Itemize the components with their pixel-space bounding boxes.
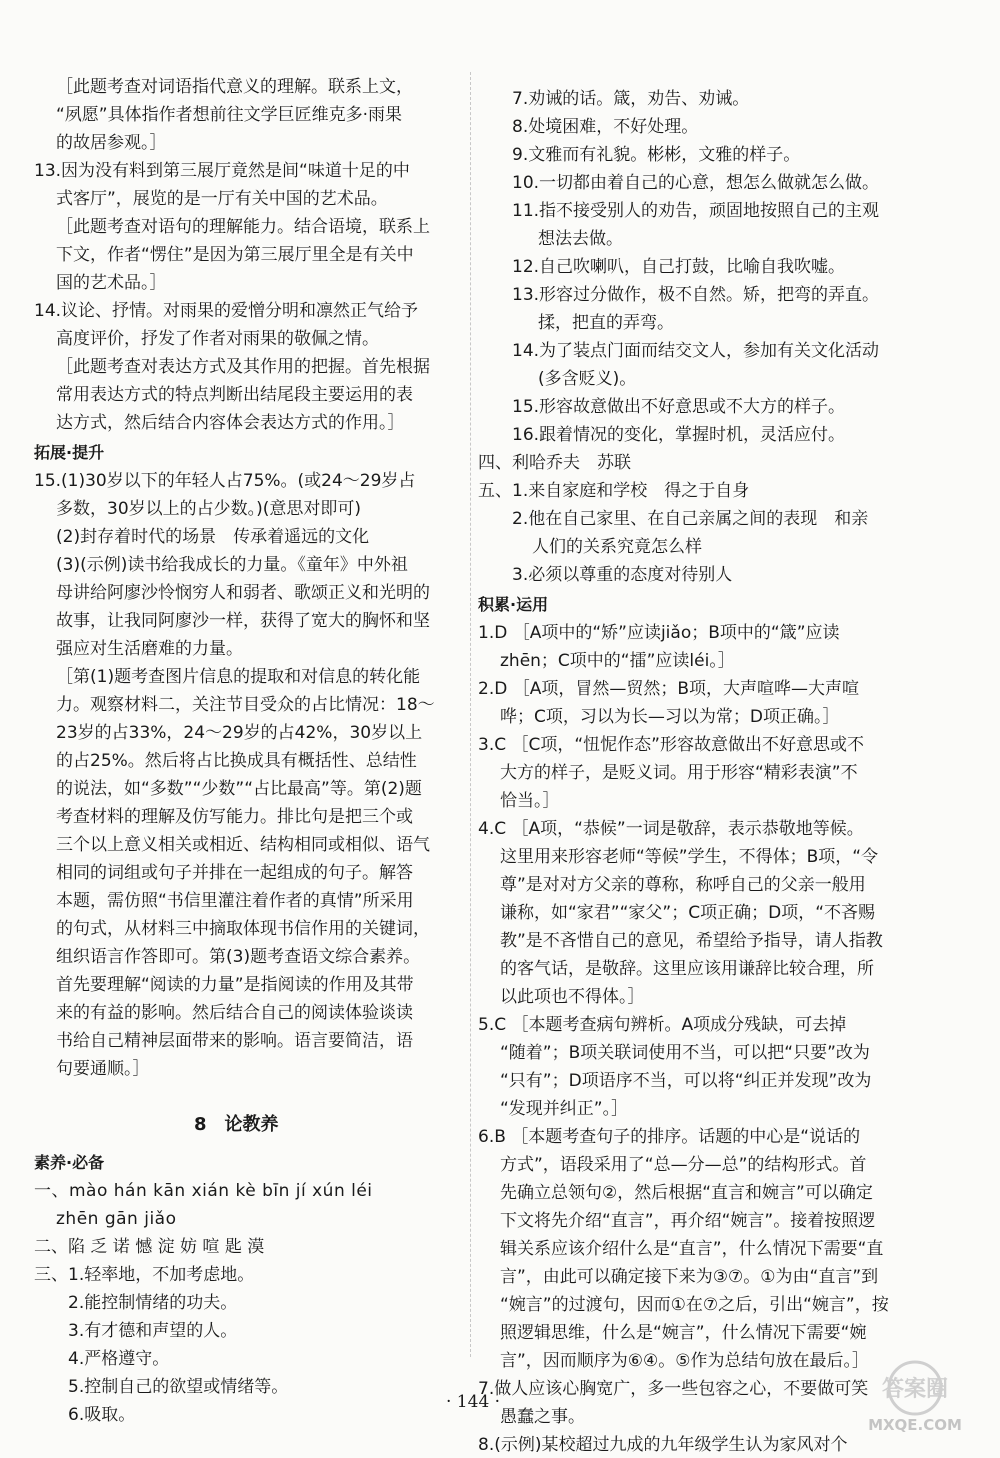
watermark-url: MXQE.COM	[868, 1416, 962, 1434]
left-text-line: 式客厅”，展览的是一厅有关中国的艺术品。	[56, 189, 388, 209]
left-text-line: 书给自己精神层面带来的影响。语言要简洁，语	[56, 1031, 413, 1051]
right-text-line: 想法去做。	[538, 229, 623, 249]
right-text-line: 4.C ［A项，“恭候”一词是敬辞，表示恭敬地等候。	[478, 819, 864, 839]
right-text-line: 照逻辑思维，什么是“婉言”，什么情况下需要“婉	[500, 1323, 867, 1343]
left-text-line: (2)封存着时代的场景 传承着遥远的文化	[56, 527, 370, 547]
right-text-line: 人们的关系究竟怎么样	[532, 537, 702, 557]
right-text-line: 以此项也不得体。］	[500, 987, 645, 1007]
right-text-line: 这里用来形容老师“等候”学生，不得体；B项，“令	[500, 847, 879, 867]
right-text-line: 先确立总领句②，然后根据“直言和婉言”可以确定	[500, 1183, 873, 1203]
left-text-line: 13.因为没有料到第三展厅竟然是间“味道十足的中	[34, 161, 410, 181]
left-text-line: “夙愿”具体指作者想前往文学巨匠维克多·雨果	[56, 105, 403, 125]
left-text-line: 拓展·提升	[34, 443, 105, 462]
left-text-line: 达方式，然后结合内容体会表达方式的作用。］	[56, 413, 405, 433]
right-text-line: 1.D ［A项中的“矫”应读jiǎo；B项中的“箴”应读	[478, 623, 840, 643]
right-text-line: 15.形容故意做出不好意思或不大方的样子。	[512, 397, 846, 417]
right-text-line: “随着”；B项关联词使用不当，可以把“只要”改为	[500, 1043, 870, 1063]
right-text-line: 14.为了装点门面而结交文人，参加有关文化活动	[512, 341, 880, 361]
left-text-line: 组织语言作答即可。第(3)题考查语文综合素养。	[56, 947, 421, 967]
left-text-line: 4.严格遵守。	[68, 1349, 170, 1369]
left-text-line: 8 论教养	[194, 1114, 279, 1135]
left-text-line: 强应对生活磨难的力量。	[56, 639, 243, 659]
right-text-line: 8.(示例)某校超过九成的九年级学生认为家风对个	[478, 1435, 848, 1455]
right-text-line: 16.跟着情况的变化，掌握时机，灵活应付。	[512, 425, 846, 445]
left-text-line: 素养·必备	[34, 1153, 105, 1172]
left-text-line: 力。观察材料二，关注节目受众的占比情况：18～	[56, 695, 435, 715]
watermark-text: 答案圈	[881, 1377, 949, 1402]
right-text-line: 大方的样子，是贬义词。用于形容“精彩表演”不	[500, 763, 858, 783]
right-text-line: “婉言”的过渡句，因而①在⑦之后，引出“婉言”，按	[500, 1295, 889, 1315]
right-text-line: 8.处境困难，不好处理。	[512, 117, 699, 137]
left-text-line: 常用表达方式的特点判断出结尾段主要运用的表	[56, 385, 413, 405]
left-text-line: ［此题考查对词语指代意义的理解。联系上文，	[56, 77, 413, 97]
right-text-line: 13.形容过分做作，极不自然。矫，把弯的弄直。	[512, 285, 880, 305]
left-text-line: 的占25%。然后将占比换成具有概括性、总结性	[56, 751, 417, 771]
right-text-line: “发现并纠正”。］	[500, 1099, 629, 1119]
left-text-line: 的说法，如“多数”“少数”“占比最高”等。第(2)题	[56, 779, 422, 799]
left-text-line: 高度评价，抒发了作者对雨果的敬佩之情。	[56, 329, 379, 349]
right-text-line: 9.文雅而有礼貌。彬彬，文雅的样子。	[512, 145, 801, 165]
right-text-line: 四、利哈乔夫 苏联	[478, 453, 631, 473]
right-text-line: 3.必须以尊重的态度对待别人	[512, 565, 733, 585]
left-text-line: 首先要理解“阅读的力量”是指阅读的作用及其带	[56, 975, 414, 995]
right-text-line: 10.一切都由着自己的心意，想怎么做就怎么做。	[512, 173, 880, 193]
right-text-line: 愚蠢之事。	[500, 1407, 585, 1427]
left-text-line: 多数，30岁以上的占少数。)(意思对即可)	[56, 499, 362, 519]
right-text-line: 方式”，语段采用了“总—分—总”的结构形式。首	[500, 1155, 867, 1175]
right-text-line: 的客气话，是敬辞。这里应该用谦辞比较合理，所	[500, 959, 874, 979]
right-text-line: 11.指不接受别人的劝告，顽固地按照自己的主观	[512, 201, 880, 221]
left-text-line: 二、陷 乏 诺 憾 淀 妨 喧 匙 漠	[34, 1237, 265, 1257]
left-text-line: 相同的词组或句子并排在一起组成的句子。解答	[56, 863, 413, 883]
right-text-line: 3.C ［C项，“忸怩作态”形容故意做出不好意思或不	[478, 735, 864, 755]
left-text-line: 14.议论、抒情。对雨果的爱憎分明和凛然正气给予	[34, 301, 419, 321]
left-text-line: 本题，需仿照“书信里灌注着作者的真情”所采用	[56, 891, 414, 911]
left-text-line: 5.控制自己的欲望或情绪等。	[68, 1377, 289, 1397]
left-text-line: 三个以上意义相关或相近、结构相同或相似、语气	[56, 835, 430, 855]
left-text-line: 句要通顺。］	[56, 1059, 150, 1079]
right-text-line: (多含贬义)。	[538, 369, 637, 389]
right-text-line: 恰当。］	[500, 791, 560, 811]
left-text-line: 来的有益的影响。然后结合自己的阅读体验谈读	[56, 1003, 413, 1023]
right-text-line: 哗；C项，习以为长—习以为常；D项正确。］	[500, 707, 840, 727]
watermark-logo	[855, 1358, 975, 1436]
left-text-line: 的故居参观。］	[56, 133, 167, 153]
left-text-line: 6.吸取。	[68, 1405, 136, 1425]
right-text-line: 7.劝诫的话。箴，劝告、劝诫。	[512, 89, 750, 109]
right-text-line: 7.做人应该心胸宽广，多一些包容之心，不要做可笑	[478, 1379, 869, 1399]
right-text-line: 揉，把直的弄弯。	[538, 313, 674, 333]
left-text-line: 三、1.轻率地，不加考虑地。	[34, 1265, 255, 1285]
left-text-line: 15.(1)30岁以下的年轻人占75%。(或24～29岁占	[34, 471, 416, 491]
page-number: · 144 ·	[446, 1392, 501, 1412]
left-text-line: (3)(示例)读书给我成长的力量。《童年》中外祖	[56, 555, 408, 575]
left-text-line: 的句式，从材料三中摘取体现书信作用的关键词，	[56, 919, 430, 939]
right-text-line: 言”，因而顺序为⑥④。⑤作为总结句放在最后。］	[500, 1351, 870, 1371]
left-text-line: ［第(1)题考查图片信息的提取和对信息的转化能	[56, 667, 421, 687]
left-text-line: 考查材料的理解及仿写能力。排比句是把三个或	[56, 807, 413, 827]
left-text-line: ［此题考查对表达方式及其作用的把握。首先根据	[56, 357, 430, 377]
right-text-line: 2.他在自己家里、在自己亲属之间的表现 和亲	[512, 509, 869, 529]
left-text-line: ［此题考查对语句的理解能力。结合语境，联系上	[56, 217, 430, 237]
left-text-line: zhēn gān jiǎo	[56, 1209, 177, 1229]
right-text-line: 积累·运用	[478, 595, 549, 614]
left-text-line: 3.有才德和声望的人。	[68, 1321, 238, 1341]
right-text-line: 12.自己吹喇叭，自己打鼓，比喻自我吹嘘。	[512, 257, 846, 277]
right-text-line: 教”是不吝惜自己的意见，希望给予指导，请人指教	[500, 931, 883, 951]
right-text-line: 5.C ［本题考查病句辨析。A项成分残缺，可去掉	[478, 1015, 847, 1035]
right-text-line: 辑关系应该介绍什么是“直言”，什么情况下需要“直	[500, 1239, 884, 1259]
right-text-line: 尊”是对对方父亲的尊称，称呼自己的父亲一般用	[500, 875, 866, 895]
right-text-line: “只有”；D项语序不当，可以将“纠正并发现”改为	[500, 1071, 872, 1091]
right-text-line: 下文将先介绍“直言”，再介绍“婉言”。接着按照逻	[500, 1211, 876, 1231]
left-text-line: 母讲给阿廖沙怜悯穷人和弱者、歌颂正义和光明的	[56, 583, 430, 603]
column-divider	[470, 72, 471, 1357]
left-text-line: 故事，让我同阿廖沙一样，获得了宽大的胸怀和坚	[56, 611, 430, 631]
left-text-line: 2.能控制情绪的功夫。	[68, 1293, 238, 1313]
right-text-line: 6.B ［本题考查句子的排序。话题的中心是“说话的	[478, 1127, 861, 1147]
right-text-line: 2.D ［A项，冒然—贸然；B项，大声喧哗—大声喧	[478, 679, 860, 699]
left-text-line: 一、mào hán kān xián kè bīn jí xún léi	[34, 1181, 373, 1201]
left-text-line: 23岁的占33%，24～29岁的占42%，30岁以上	[56, 723, 423, 743]
right-text-line: 五、1.来自家庭和学校 得之于自身	[478, 481, 750, 501]
left-text-line: 国的艺术品。］	[56, 273, 167, 293]
right-text-line: zhēn；C项中的“擂”应读léi。］	[500, 651, 735, 671]
right-text-line: 谦称，如“家君”“家父”；C项正确；D项，“不吝赐	[500, 903, 875, 923]
right-text-line: 言”，由此可以确定接下来为③⑦。①为由“直言”到	[500, 1267, 879, 1287]
left-text-line: 下文，作者“愣住”是因为第三展厅里全是有关中	[56, 245, 414, 265]
